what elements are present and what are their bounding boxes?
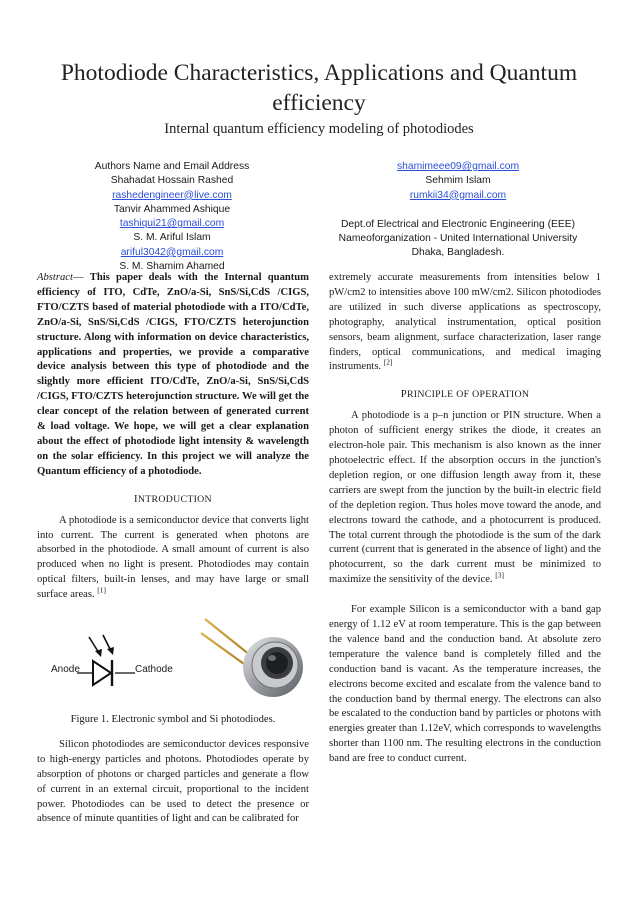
affiliation-dept: Dept.of Electrical and Electronic Engineering (EEE)	[340, 218, 576, 230]
operation-paragraph: A photodiode is a p–n junction or PIN structure. When a photon of sufficient energy strikes the diode, it creates an electron-hole pair. This mechanism is also known as the inner photoelectric effect. If the absorption occurs in the junction's depletion region, or one diffusion length away from it, these carriers are swept from the junction by the built-in electric field of the depletion region. Thus holes move toward the anode, and electrons toward the cathode, and a photocurrent is produced. The total current through the photodiode is the sum of the dark current (current that is generated in the absence of light) and the photocurrent, so the dark current must be minimized to maximize the sensitivity of the device. [3]	[329, 410, 601, 586]
author-name: Tanvir Ahammed Ashique	[113, 203, 231, 215]
si-photodiode-image	[197, 607, 307, 702]
citation-ref: [3]	[495, 570, 504, 580]
right-column	[329, 271, 601, 767]
author-block-right	[333, 160, 583, 261]
anode-label: Anode	[51, 664, 80, 676]
affiliation-org: Nameoforganization - United International University	[338, 233, 578, 245]
paper-title: Photodiode Characteristics, Applications and Quantum efficiency	[60, 60, 578, 116]
affiliation-city: Dhaka, Bangladesh.	[411, 247, 505, 259]
author-email[interactable]: rumkii34@gmail.com	[409, 189, 507, 201]
author-email[interactable]: rashedengineer@live.com	[112, 189, 232, 201]
cathode-label: Cathode	[135, 664, 173, 676]
citation-ref: [2]	[383, 357, 393, 367]
section-heading-principle: PRINCIPLE OF OPERATION	[400, 389, 530, 401]
authors-heading: Authors Name and Email Address	[94, 161, 250, 172]
author-name: S. M. Shamim Ahamed	[119, 261, 225, 273]
author-name: Shahadat Hossain Rashed	[110, 175, 234, 187]
citation-ref: [1]	[97, 585, 107, 595]
paper-subtitle: Internal quantum efficiency modeling of photodiodes	[164, 121, 474, 137]
author-name: Sehmim Islam	[425, 175, 491, 187]
left-column	[37, 271, 309, 827]
figure-caption: Figure 1. Electronic symbol and Si photodiodes.	[70, 714, 276, 726]
abstract	[37, 271, 309, 480]
intro-paragraph: A photodiode is a semiconductor device that converts light into current. The current is generated when photons are absorbed in the photodiode. A small amount of current is also produced when no light is present. Photodiodes may contain optical filters, built-in lenses, and may have large or small surface areas. [1]	[37, 514, 309, 601]
photodiode-symbol-icon	[77, 627, 147, 687]
abstract-text: This paper deals with the Internal quantum efficiency of ITO, CdTe, ZnO/a-Si, SnS/Si,CdS /CIGS, FTO/CZTS based of material photodiode with a ITO/CdTe, ZnO/a-Si, SnS/Si,CdS /CIGS, FTO/CZTS heterojunction structure. Along with information on device characteristics, applications and properties, we provide a comparative device analysis between this type of photodiode and the slightly more efficient ITO/CdTe, ZnO/a-Si, SnS/Si,CdS /CIGS, FTO/CZTS heterojunction structure. We will get the clear concept of the relation between of generated current & load voltage. We hope, we will get a clear explanation about the effect of photodiode light intensity & wavelength on the solar efficiency. In this project we will analyze the Quantum efficiency of a photodiode.	[37, 272, 310, 477]
author-block-left	[72, 160, 272, 274]
intro-paragraph-2: Silicon photodiodes are semiconductor devices responsive to high-energy particles and photons. Photodiodes operate by absorption of photons or charged particles and generate a flow of current in an external circuit, proportional to the incident power. Photodiodes can be used to detect the presence or absence of minute quantities of light and can be calibrated for	[37, 738, 309, 825]
author-email[interactable]: ariful3042@gmail.com	[120, 246, 224, 258]
author-name: S. M. Ariful Islam	[133, 232, 211, 244]
continued-paragraph: extremely accurate measurements from intensities below 1 pW/cm2 to intensities above 100 mW/cm2. Silicon photodiodes are utilized in such diverse applications as spectroscopy, photography, analytical instrumentation, optical position sensors, beam alignment, surface characterization, laser range finders, optical communications, and medical imaging instruments. [2]	[329, 272, 601, 373]
abstract-dash: —	[72, 272, 84, 283]
section-heading-introduction: INTRODUCTION	[134, 493, 212, 505]
silicon-paragraph: For example Silicon is a semiconductor with a band gap energy of 1.12 eV at room temperature. This is the gap between the valence band and the conduction band. At absolute zero temperature the valence band is completely filled and the conduction band is vacant. As the temperature increases, the electrons become excited and escalate from the valence band to the conduction band by thermal energy. The electrons can also be escalated to the conduction band by particles or photons with energies greater than 1.12eV, which corresponds to wavelengths shorter than 1100 nm. The resulting electrons in the conduction band are free to conduct current.	[329, 604, 601, 765]
author-email[interactable]: tashiqui21@gmail.com	[119, 218, 225, 230]
author-email[interactable]: shamimeee09@gmail.com	[396, 161, 520, 172]
figure-1	[37, 607, 309, 705]
abstract-label: Abstract	[37, 272, 73, 283]
